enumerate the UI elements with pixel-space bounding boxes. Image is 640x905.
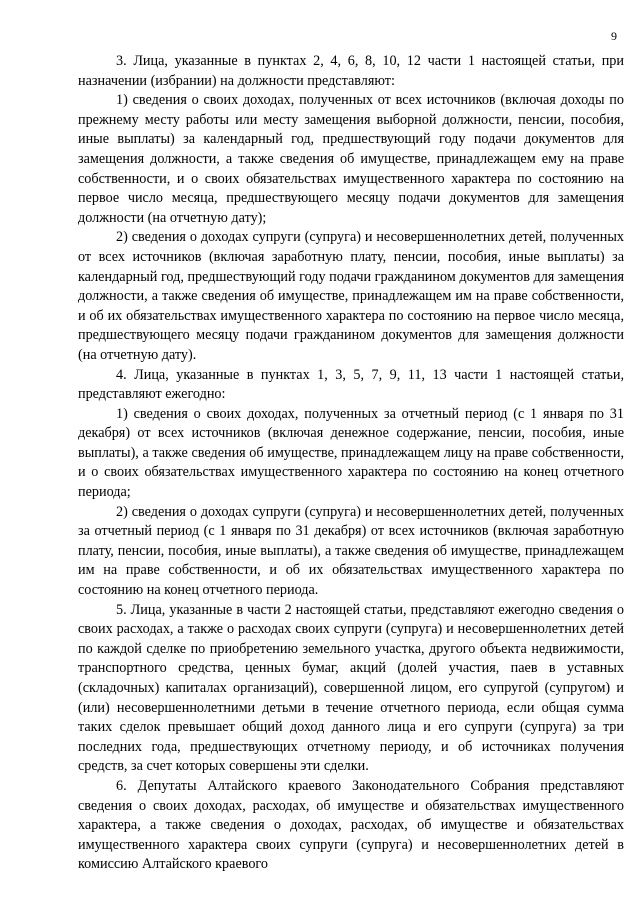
page-number: 9 bbox=[611, 29, 617, 43]
paragraph-part-3-item-1: 1) сведения о своих доходах, полученных от всех источников (включая доходы по прежнему месту работы или месту замещения выборной должности, пенсии, пособия, иные выплаты) за календарный год, предшествующий году подачи документов для замещения должности, а также сведения об имуществе, принадлежащем ему на праве собственности, и о своих обязательствах имущественного характера по состоянию на первое число месяца, предшествующего месяцу подачи документов для замещения должности (на отчетную дату); bbox=[78, 92, 624, 226]
paragraph-part-4-item-2: 2) сведения о доходах супруги (супруга) и несовершеннолетних детей, полученных за отчетный период (с 1 января по 31 декабря) от всех источников (включая заработную плату, пенсии, пособия, иные выплаты), а также сведения об имуществе, принадлежащем им на праве собственности, и об их обязательствах имущественного характера по состоянию на конец отчетного периода. bbox=[78, 503, 624, 599]
document-body bbox=[78, 52, 624, 875]
paragraph-part-4-item-1: 1) сведения о своих доходах, полученных за отчетный период (с 1 января по 31 декабря) от всех источников (включая денежное содержание, пенсии, пособия, иные выплаты), а также сведения об имуществе, принадлежащем лицу на праве собственности, и о своих обязательствах имущественного характера по состоянию на конец отчетного периода; bbox=[78, 405, 624, 501]
paragraph-part-5: 5. Лица, указанные в части 2 настоящей статьи, представляют ежегодно сведения о своих расходах, а также о расходах своих супруги (супруга) и несовершеннолетних детей по каждой сделке по приобретению земельного участка, другого объекта недвижимости, транспортного средства, ценных бумаг, акций (долей участия, паев в уставных (складочных) капиталах организаций), совершенной лицом, его супругой (супругом) и (или) несовершеннолетними детьми в течение отчетного периода, если общая сумма таких сделок превышает общий доход данного лица и его супруги (супруга) за три последних года, предшествующих отчетному периоду, и об источниках получения средств, за счет которых совершены эти сделки. bbox=[78, 601, 624, 775]
paragraph-part-6: 6. Депутаты Алтайского краевого Законодательного Собрания представляют сведения о своих доходах, расходах, об имуществе и обязательствах имущественного характера, а также сведения о доходах, расходах, об имуществе и обязательствах имущественного характера своих супруги (супруга) и несовершеннолетних детей в комиссию Алтайского краевого bbox=[78, 777, 624, 873]
paragraph-part-3: 3. Лица, указанные в пунктах 2, 4, 6, 8, 10, 12 части 1 настоящей статьи, при назначении (избрании) на должности представляют: bbox=[78, 53, 624, 89]
paragraph-part-4: 4. Лица, указанные в пунктах 1, 3, 5, 7, 9, 11, 13 части 1 настоящей статьи, представляют ежегодно: bbox=[78, 366, 624, 403]
paragraph-part-3-item-2: 2) сведения о доходах супруги (супруга) и несовершеннолетних детей, полученных от всех источников (включая заработную плату, пенсии, пособия, иные выплаты) за календарный год, предшествующий году подачи гражданином документов для замещения должности, а также сведения об имуществе, принадлежащем им на праве собственности, и об их обязательствах имущественного характера по состоянию на первое число месяца, предшествующего месяцу подачи гражданином документов для замещения должности (на отчетную дату). bbox=[78, 229, 624, 363]
